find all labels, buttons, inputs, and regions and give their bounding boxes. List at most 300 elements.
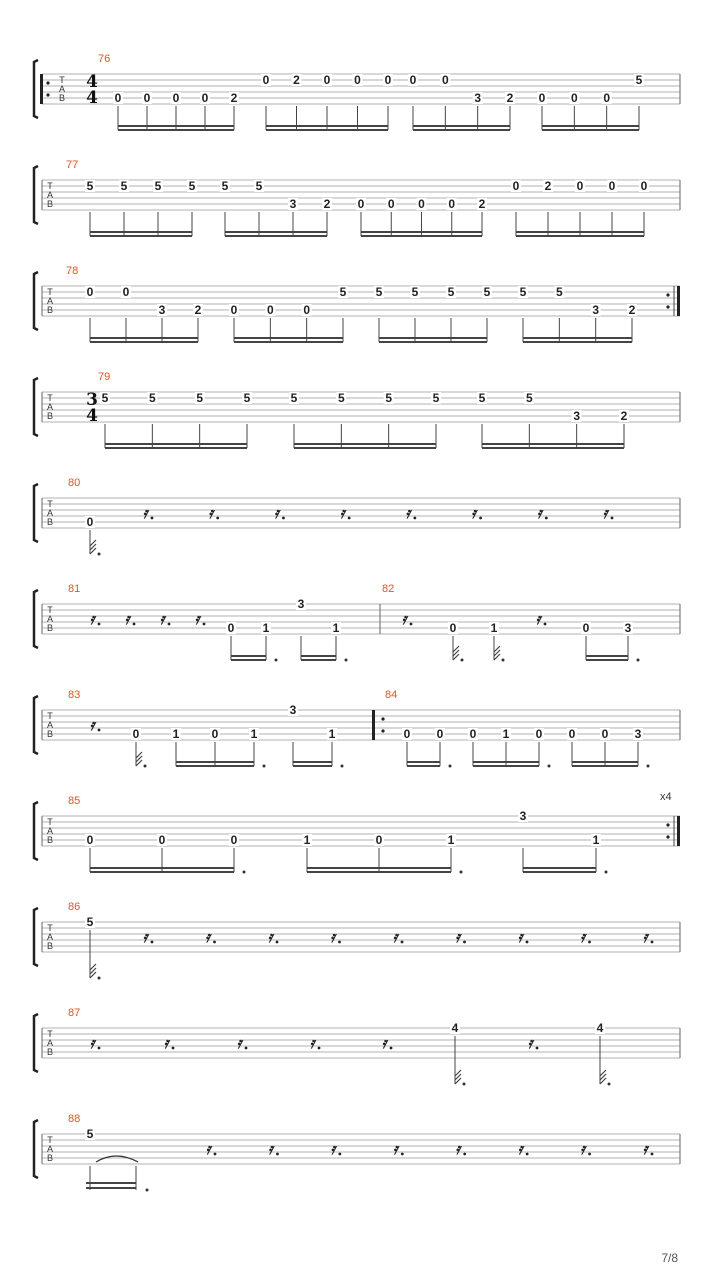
- tab-clef-letter: T: [47, 287, 53, 297]
- beam: [90, 337, 198, 339]
- beam: [231, 655, 266, 657]
- fret-number: 0: [570, 91, 578, 105]
- tab-clef-letter: T: [47, 393, 53, 403]
- fret-number: 1: [332, 621, 340, 635]
- augmentation-dot: [341, 765, 344, 768]
- augmentation-dot: [276, 1153, 279, 1156]
- fret-number: 3: [634, 727, 642, 741]
- augmentation-dot: [526, 1153, 529, 1156]
- augmentation-dot: [608, 1083, 611, 1086]
- staff-system: [34, 371, 680, 449]
- rest-symbol: 𝄿: [142, 504, 148, 522]
- fret-number: 5: [478, 391, 486, 405]
- fret-number: 5: [290, 391, 298, 405]
- beam: [516, 235, 644, 237]
- fret-number: 0: [538, 91, 546, 105]
- staff-bracket: [34, 802, 38, 860]
- tab-clef-letter: B: [46, 411, 54, 421]
- beam: [407, 761, 440, 763]
- beam: [473, 761, 539, 763]
- measure-number: 88: [68, 1113, 81, 1125]
- augmentation-dot: [338, 941, 341, 944]
- beam: [586, 659, 628, 661]
- fret-number: 3: [519, 809, 527, 823]
- fret-number: 1: [490, 621, 498, 635]
- rest-symbol: 𝄿: [339, 504, 345, 522]
- staff-system: [34, 477, 680, 556]
- fret-number: 0: [418, 197, 425, 211]
- rest-symbol: 𝄿: [535, 610, 541, 628]
- augmentation-dot: [168, 623, 171, 626]
- augmentation-dot: [263, 765, 266, 768]
- augmentation-dot: [245, 1047, 248, 1050]
- tab-clef-letter: B: [46, 1047, 54, 1057]
- augmentation-dot: [449, 765, 452, 768]
- fret-number: 3: [592, 303, 600, 317]
- beam: [523, 341, 632, 343]
- rest-symbol: 𝄿: [381, 1034, 387, 1052]
- beam: [90, 231, 192, 233]
- measure-number: 78: [66, 265, 79, 277]
- beam: [361, 235, 482, 237]
- rest-symbol: 𝄿: [392, 928, 398, 946]
- rest-symbol: 𝄿: [89, 1034, 95, 1052]
- fret-number: 2: [323, 197, 331, 211]
- tie-arc: [96, 1156, 138, 1162]
- measure-number: 77: [66, 159, 79, 171]
- beam: [176, 761, 254, 763]
- repeat-start-bar: [40, 74, 43, 104]
- tab-clef-letter: T: [47, 923, 53, 933]
- rest-symbol: 𝄿: [330, 928, 335, 946]
- beam: [523, 867, 596, 869]
- augmentation-dot: [345, 659, 348, 662]
- rest-symbol: 𝄿: [267, 928, 273, 946]
- beam: [482, 447, 624, 449]
- augmentation-dot: [98, 1047, 101, 1050]
- beam: [307, 867, 451, 869]
- fret-number: 5: [635, 73, 643, 87]
- fret-number: 5: [337, 391, 345, 405]
- tab-clef-letter: B: [46, 305, 54, 315]
- augmentation-dot: [460, 871, 463, 874]
- fret-number: 0: [601, 727, 609, 741]
- tab-clef-letter: B: [46, 623, 54, 633]
- augmentation-dot: [526, 941, 529, 944]
- fret-number: 0: [357, 197, 365, 211]
- augmentation-dot: [282, 517, 285, 520]
- augmentation-dot: [637, 659, 640, 662]
- staff-system: [34, 689, 680, 768]
- fret-number: 5: [86, 1127, 94, 1141]
- tab-clef-letter: T: [47, 711, 53, 721]
- fret-number: 0: [603, 91, 611, 105]
- measure-number: 86: [68, 901, 81, 913]
- beam: [118, 125, 234, 127]
- rest-symbol: 𝄿: [268, 1140, 273, 1158]
- augmentation-dot: [588, 1153, 591, 1156]
- beam: [225, 235, 327, 237]
- staff-bracket: [34, 908, 38, 966]
- rest-symbol: 𝄿: [89, 610, 95, 628]
- staff-bracket: [34, 378, 38, 436]
- augmentation-dot: [651, 1153, 654, 1156]
- repeat-dot: [381, 729, 384, 732]
- staff-bracket: [34, 696, 38, 754]
- augmentation-dot: [401, 941, 404, 944]
- fret-number: 0: [86, 833, 94, 847]
- measure-number: 83: [68, 689, 81, 701]
- fret-number: 0: [512, 179, 520, 193]
- rest-symbol: 𝄿: [194, 610, 200, 628]
- tab-clef-letter: T: [47, 605, 53, 615]
- fret-number: 3: [573, 409, 581, 423]
- fret-number: 1: [303, 833, 311, 847]
- tab-clef-letter: A: [46, 932, 54, 942]
- beam: [542, 125, 639, 127]
- staff-bracket: [34, 1014, 38, 1072]
- tab-clef-letter: B: [46, 1153, 54, 1163]
- tab-clef-letter: T: [59, 75, 65, 85]
- augmentation-dot: [151, 941, 154, 944]
- rest-symbol: 𝄿: [580, 1140, 585, 1158]
- fret-number: 0: [384, 73, 392, 87]
- page-number: 7/8: [661, 1251, 678, 1265]
- fret-number: 5: [555, 285, 563, 299]
- measure-number: 87: [68, 1007, 81, 1019]
- staff-system: [34, 583, 680, 662]
- fret-number: 0: [441, 73, 449, 87]
- fret-number: 0: [409, 73, 417, 87]
- beam: [293, 765, 332, 767]
- rest-symbol: 𝄿: [471, 504, 476, 522]
- augmentation-dot: [98, 729, 101, 732]
- fret-number: 5: [101, 391, 109, 405]
- time-signature-denominator: 4: [86, 406, 98, 426]
- rest-symbol: 𝄿: [330, 1140, 336, 1158]
- beam: [105, 447, 247, 449]
- augmentation-dot: [413, 517, 416, 520]
- augmentation-dot: [213, 941, 216, 944]
- repeat-dot: [666, 293, 669, 296]
- augmentation-dot: [144, 765, 147, 768]
- fret-number: 0: [535, 727, 543, 741]
- fret-number: 3: [158, 303, 166, 317]
- beam: [90, 871, 234, 873]
- rest-symbol: 𝄿: [527, 1034, 533, 1052]
- rest-symbol: 𝄿: [142, 928, 148, 946]
- augmentation-dot: [401, 1153, 404, 1156]
- beam: [413, 129, 510, 131]
- augmentation-dot: [544, 623, 547, 626]
- fret-number: 5: [519, 285, 527, 299]
- repeat-end-bar: [677, 286, 680, 316]
- augmentation-dot: [338, 1153, 341, 1156]
- fret-number: 0: [172, 91, 180, 105]
- augmentation-dot: [461, 659, 464, 662]
- augmentation-dot: [410, 623, 413, 626]
- augmentation-dot: [536, 1047, 539, 1050]
- augmentation-dot: [216, 517, 219, 520]
- fret-number: 0: [211, 727, 219, 741]
- augmentation-dot: [98, 977, 101, 980]
- staff-system: [34, 53, 680, 131]
- staff-bracket: [34, 272, 38, 330]
- time-signature-denominator: 4: [86, 88, 98, 108]
- beam: [586, 655, 628, 657]
- fret-number: 0: [86, 515, 94, 529]
- fret-number: 0: [227, 621, 235, 635]
- fret-number: 5: [196, 391, 204, 405]
- augmentation-dot: [203, 623, 206, 626]
- staff-system: [34, 791, 680, 874]
- fret-number: 0: [568, 727, 576, 741]
- tab-clef-letter: T: [47, 499, 53, 509]
- beam: [361, 231, 482, 233]
- beam: [572, 761, 638, 763]
- beam: [307, 871, 451, 873]
- rest-symbol: 𝄿: [159, 610, 165, 628]
- beam: [225, 231, 327, 233]
- fret-number: 5: [243, 391, 251, 405]
- repeat-dot: [46, 81, 49, 84]
- rest-symbol: 𝄿: [642, 928, 648, 946]
- rest-symbol: 𝄿: [517, 928, 523, 946]
- augmentation-dot: [548, 765, 551, 768]
- augmentation-dot: [172, 1047, 175, 1050]
- fret-number: 0: [608, 179, 616, 193]
- fret-number: 5: [339, 285, 347, 299]
- measure-number: 79: [98, 371, 111, 383]
- augmentation-dot: [545, 517, 548, 520]
- tab-clef-letter: A: [46, 720, 54, 730]
- augmentation-dot: [276, 941, 279, 944]
- augmentation-dot: [98, 623, 101, 626]
- rest-symbol: 𝄿: [208, 504, 214, 522]
- rest-symbol: 𝄿: [405, 504, 411, 522]
- fret-number: 0: [303, 303, 311, 317]
- fret-number: 0: [86, 285, 94, 299]
- tab-clef-letter: A: [46, 614, 54, 624]
- tab-clef-letter: B: [46, 941, 54, 951]
- staff-bracket: [34, 1120, 38, 1178]
- rest-symbol: 𝄿: [163, 1034, 169, 1052]
- fret-number: 2: [628, 303, 636, 317]
- staff-system: [34, 901, 680, 980]
- fret-number: 1: [592, 833, 600, 847]
- beam: [86, 1187, 136, 1189]
- rest-symbol: 𝄿: [536, 504, 542, 522]
- fret-number: 2: [478, 197, 486, 211]
- tab-clef-letter: B: [46, 517, 54, 527]
- fret-number: 0: [114, 91, 122, 105]
- rest-symbol: 𝄿: [236, 1034, 242, 1052]
- tab-clef-letter: T: [47, 817, 53, 827]
- beam: [234, 341, 343, 343]
- repeat-dot: [381, 717, 384, 720]
- augmentation-dot: [651, 941, 654, 944]
- fret-number: 5: [525, 391, 533, 405]
- fret-number: 0: [436, 727, 444, 741]
- augmentation-dot: [146, 1189, 149, 1192]
- augmentation-dot: [611, 517, 614, 520]
- fret-number: 0: [143, 91, 151, 105]
- fret-number: 0: [449, 621, 457, 635]
- rest-symbol: 𝄿: [274, 504, 279, 522]
- augmentation-dot: [647, 765, 650, 768]
- fret-number: 0: [158, 833, 166, 847]
- fret-number: 0: [375, 833, 383, 847]
- beam: [266, 129, 388, 131]
- rest-symbol: 𝄿: [205, 1140, 211, 1158]
- beam: [90, 341, 198, 343]
- fret-number: 5: [86, 915, 94, 929]
- fret-number: 1: [328, 727, 336, 741]
- fret-number: 3: [474, 91, 482, 105]
- fret-number: 5: [120, 179, 128, 193]
- staff-bracket: [34, 166, 38, 224]
- fret-number: 2: [293, 73, 300, 87]
- fret-number: 0: [387, 197, 395, 211]
- beam: [105, 443, 247, 445]
- rest-symbol: 𝄿: [517, 1140, 523, 1158]
- fret-number: 5: [154, 179, 162, 193]
- augmentation-dot: [588, 941, 591, 944]
- staff-bracket: [34, 590, 38, 648]
- beam: [234, 337, 343, 339]
- beam: [90, 235, 192, 237]
- fret-number: 0: [201, 91, 209, 105]
- tab-clef-letter: A: [46, 508, 54, 518]
- tab-clef-letter: A: [46, 402, 54, 412]
- fret-number: 0: [403, 727, 411, 741]
- tab-clef-letter: T: [47, 1135, 53, 1145]
- beam: [542, 129, 639, 131]
- staff-system: [34, 159, 680, 237]
- fret-number: 1: [172, 727, 180, 741]
- beam: [301, 655, 336, 657]
- tab-clef-letter: A: [46, 190, 54, 200]
- staff-system: [34, 265, 680, 343]
- beam: [176, 765, 254, 767]
- staff-system: [34, 1113, 680, 1192]
- beam: [294, 447, 436, 449]
- fret-number: 2: [194, 303, 202, 317]
- measure-number: 85: [68, 795, 81, 807]
- fret-number: 0: [266, 303, 274, 317]
- fret-number: 0: [582, 621, 590, 635]
- fret-number: 0: [354, 73, 361, 87]
- repeat-dot: [666, 823, 669, 826]
- measure-number: 80: [68, 477, 81, 489]
- rest-symbol: 𝄿: [602, 504, 608, 522]
- beam: [379, 337, 487, 339]
- rest-symbol: 𝄿: [205, 928, 210, 946]
- fret-number: 3: [289, 703, 297, 717]
- fret-number: 0: [262, 73, 270, 87]
- augmentation-dot: [133, 623, 136, 626]
- augmentation-dot: [348, 517, 351, 520]
- fret-number: 0: [640, 179, 648, 193]
- augmentation-dot: [463, 1153, 466, 1156]
- staff-system: [34, 1007, 680, 1086]
- fret-number: 5: [255, 179, 263, 193]
- repeat-dot: [666, 305, 669, 308]
- augmentation-dot: [98, 553, 101, 556]
- augmentation-dot: [151, 517, 154, 520]
- fret-number: 5: [188, 179, 196, 193]
- fret-number: 5: [447, 285, 455, 299]
- beam: [482, 443, 624, 445]
- beam: [231, 659, 266, 661]
- tab-clef-letter: T: [47, 181, 53, 191]
- fret-number: 2: [506, 91, 514, 105]
- tab-clef-letter: B: [46, 835, 54, 845]
- beam: [572, 765, 638, 767]
- measure-number: 82: [382, 583, 395, 595]
- fret-number: 5: [483, 285, 491, 299]
- fret-number: 0: [122, 285, 130, 299]
- beam: [90, 867, 234, 869]
- repeat-count: x4: [660, 791, 672, 803]
- fret-number: 5: [432, 391, 440, 405]
- rest-symbol: 𝄿: [309, 1034, 315, 1052]
- tab-clef-letter: B: [46, 199, 54, 209]
- fret-number: 0: [323, 73, 331, 87]
- fret-number: 4: [596, 1021, 604, 1035]
- beam: [523, 337, 632, 339]
- rest-symbol: 𝄿: [455, 928, 460, 946]
- tab-clef-letter: A: [46, 826, 54, 836]
- staff-bracket: [34, 484, 38, 542]
- beam: [407, 765, 440, 767]
- tab-clef-letter: A: [46, 296, 54, 306]
- fret-number: 3: [289, 197, 297, 211]
- tab-clef-letter: B: [58, 93, 66, 103]
- fret-number: 4: [451, 1021, 459, 1035]
- staff-bracket: [34, 60, 38, 118]
- beam: [118, 129, 234, 131]
- beam: [301, 659, 336, 661]
- augmentation-dot: [479, 517, 482, 520]
- augmentation-dot: [502, 659, 505, 662]
- time-signature-numerator: 4: [86, 72, 98, 92]
- fret-number: 0: [469, 727, 477, 741]
- fret-number: 1: [262, 621, 270, 635]
- beam: [523, 871, 596, 873]
- augmentation-dot: [605, 871, 608, 874]
- tab-clef-letter: A: [46, 1038, 54, 1048]
- rest-symbol: 𝄿: [401, 610, 407, 628]
- augmentation-dot: [390, 1047, 393, 1050]
- repeat-dot: [46, 93, 49, 96]
- augmentation-dot: [318, 1047, 321, 1050]
- repeat-dot: [666, 835, 669, 838]
- fret-number: 0: [230, 833, 238, 847]
- tab-clef-letter: T: [47, 1029, 53, 1039]
- rest-symbol: 𝄿: [642, 1140, 648, 1158]
- rest-symbol: 𝄿: [580, 928, 585, 946]
- augmentation-dot: [243, 871, 246, 874]
- fret-number: 5: [411, 285, 419, 299]
- repeat-start-bar: [372, 710, 375, 740]
- beam: [516, 231, 644, 233]
- fret-number: 1: [447, 833, 455, 847]
- measure-number: 76: [98, 53, 111, 65]
- augmentation-dot: [275, 659, 278, 662]
- beam: [266, 125, 388, 127]
- augmentation-dot: [463, 941, 466, 944]
